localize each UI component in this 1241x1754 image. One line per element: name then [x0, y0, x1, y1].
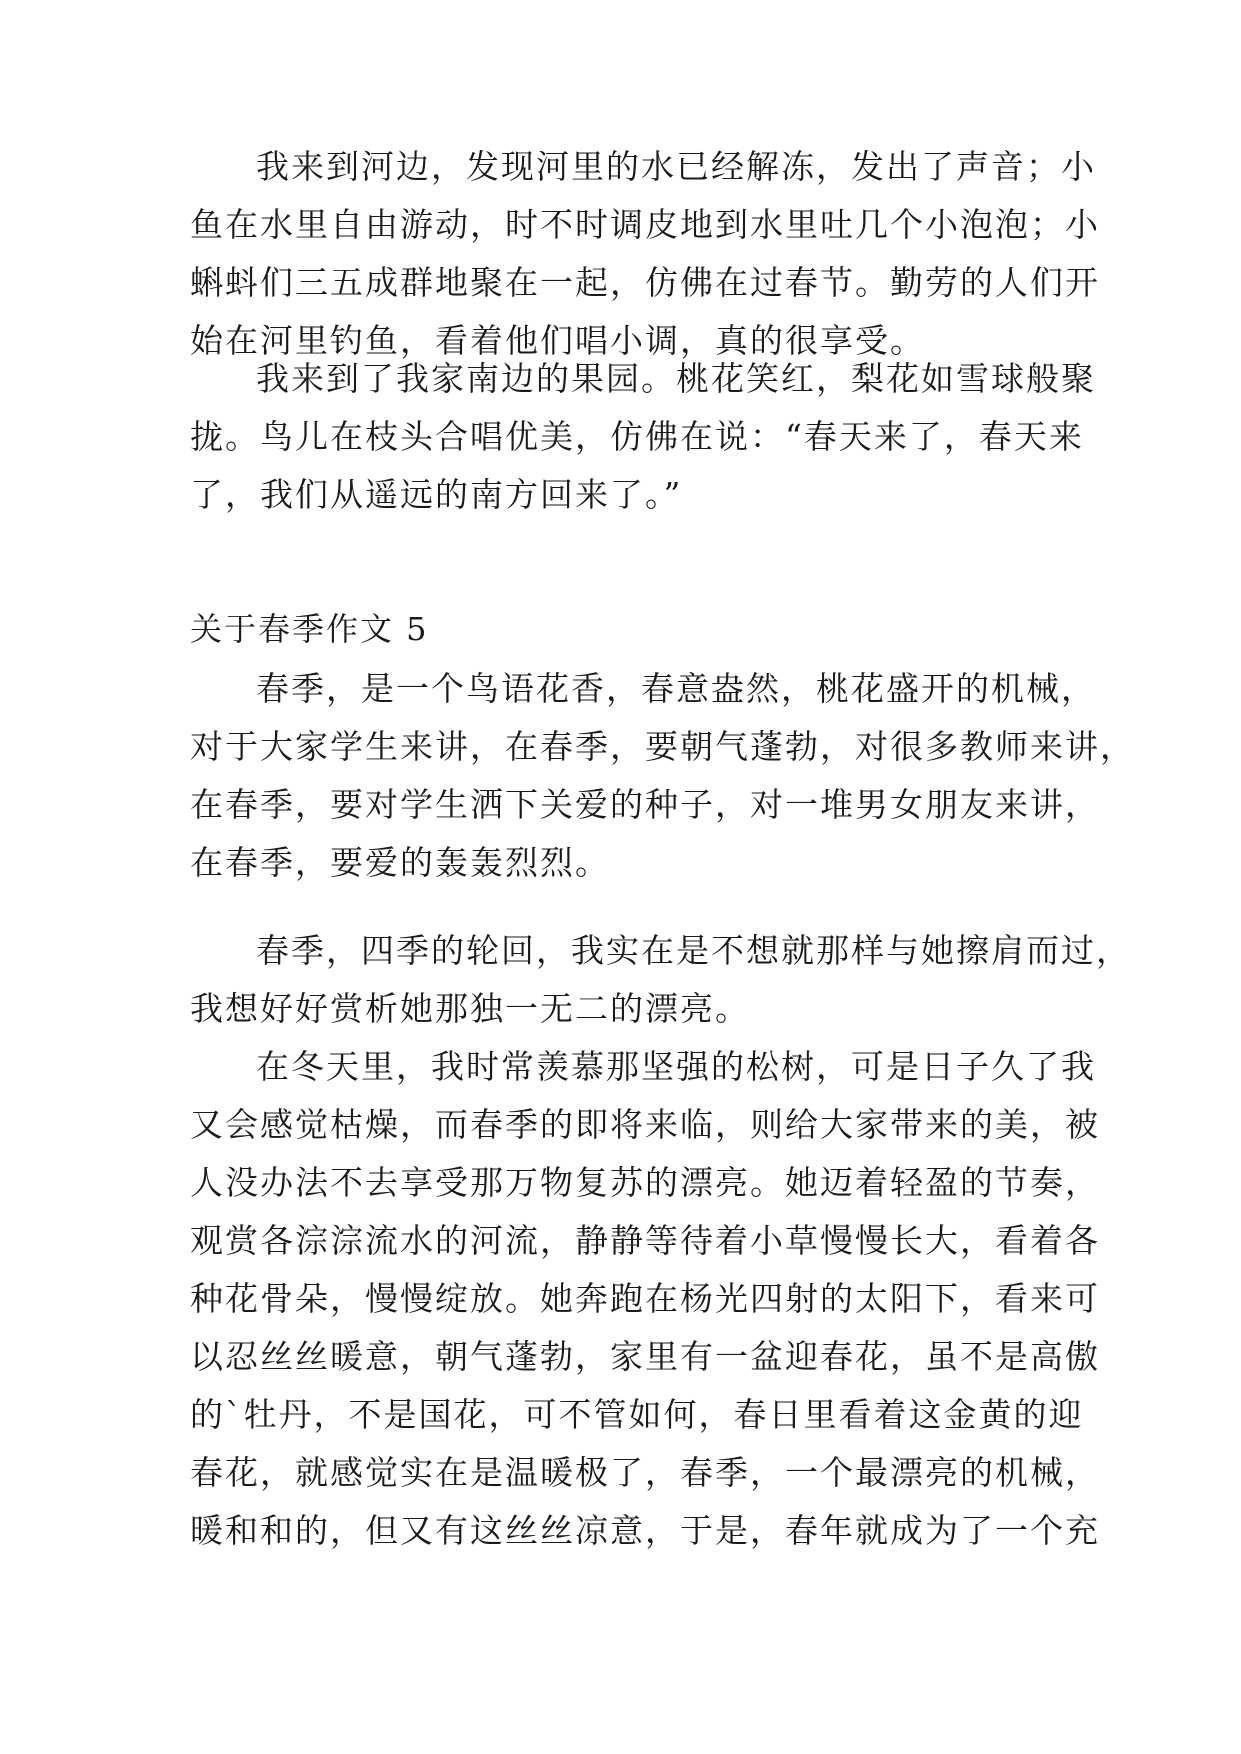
paragraph-river: [190, 138, 1100, 370]
paragraph-spring-intro: [190, 660, 1135, 892]
text-line: 我来到河边，发现河里的水已经解冻，发出了声音；小: [256, 147, 1096, 186]
text-line: 始在河里钓鱼，看着他们唱小调，真的很享受。: [190, 321, 925, 360]
paragraph-winter: [190, 1038, 1100, 1560]
text-line: 观赏各淙淙流水的河流，静静等待着小草慢慢长大，看着各: [190, 1221, 1100, 1260]
text-line: 种花骨朵，慢慢绽放。她奔跑在杨光四射的太阳下，看来可: [190, 1279, 1100, 1318]
text-line: 我想好好赏析她那独一无二的漂亮。: [190, 989, 750, 1028]
paragraph-seasons: [190, 922, 1131, 1038]
text-line: 对于大家学生来讲，在春季，要朝气蓬勃，对很多教师来讲，: [190, 727, 1135, 766]
text-line: 拢。鸟儿在枝头合唱优美，仿佛在说：“春天来了，春天来: [190, 417, 1084, 456]
text-line: 又会感觉枯燥，而春季的即将来临，则给大家带来的美，被: [190, 1105, 1100, 1144]
paragraph-orchard: [190, 350, 1096, 524]
text-line: 在春季，要对学生洒下关爱的种子，对一堆男女朋友来讲，: [190, 785, 1100, 824]
text-line: 了，我们从遥远的南方回来了。”: [190, 475, 683, 514]
text-line: 在春季，要爱的轰轰烈烈。: [190, 843, 610, 882]
text-line: 春花，就感觉实在是温暖极了，春季，一个最漂亮的机械，: [190, 1453, 1100, 1492]
text-line: 我来到了我家南边的果园。桃花笑红，梨花如雪球般聚: [256, 359, 1096, 398]
text-line: 暖和和的，但又有这丝丝凉意，于是，春年就成为了一个充: [190, 1511, 1100, 1550]
text-line: 蝌蚪们三五成群地聚在一起，仿佛在过春节。勤劳的人们开: [190, 263, 1100, 302]
text-line: 鱼在水里自由游动，时不时调皮地到水里吐几个小泡泡；小: [190, 205, 1100, 244]
text-line: 春季，是一个鸟语花香，春意盎然，桃花盛开的机械，: [256, 669, 1096, 708]
text-line: 人没办法不去享受那万物复苏的漂亮。她迈着轻盈的节奏，: [190, 1163, 1100, 1202]
text-line: 以忍丝丝暖意，朝气蓬勃，家里有一盆迎春花，虽不是高傲: [190, 1337, 1100, 1376]
section-heading: 关于春季作文 5: [190, 610, 429, 648]
text-line: 的`牡丹，不是国花，可不管如何，春日里看着这金黄的迎: [190, 1395, 1084, 1434]
text-line: 春季，四季的轮回，我实在是不想就那样与她擦肩而过，: [256, 931, 1131, 970]
text-line: 在冬天里，我时常羡慕那坚强的松树，可是日子久了我: [256, 1047, 1096, 1086]
